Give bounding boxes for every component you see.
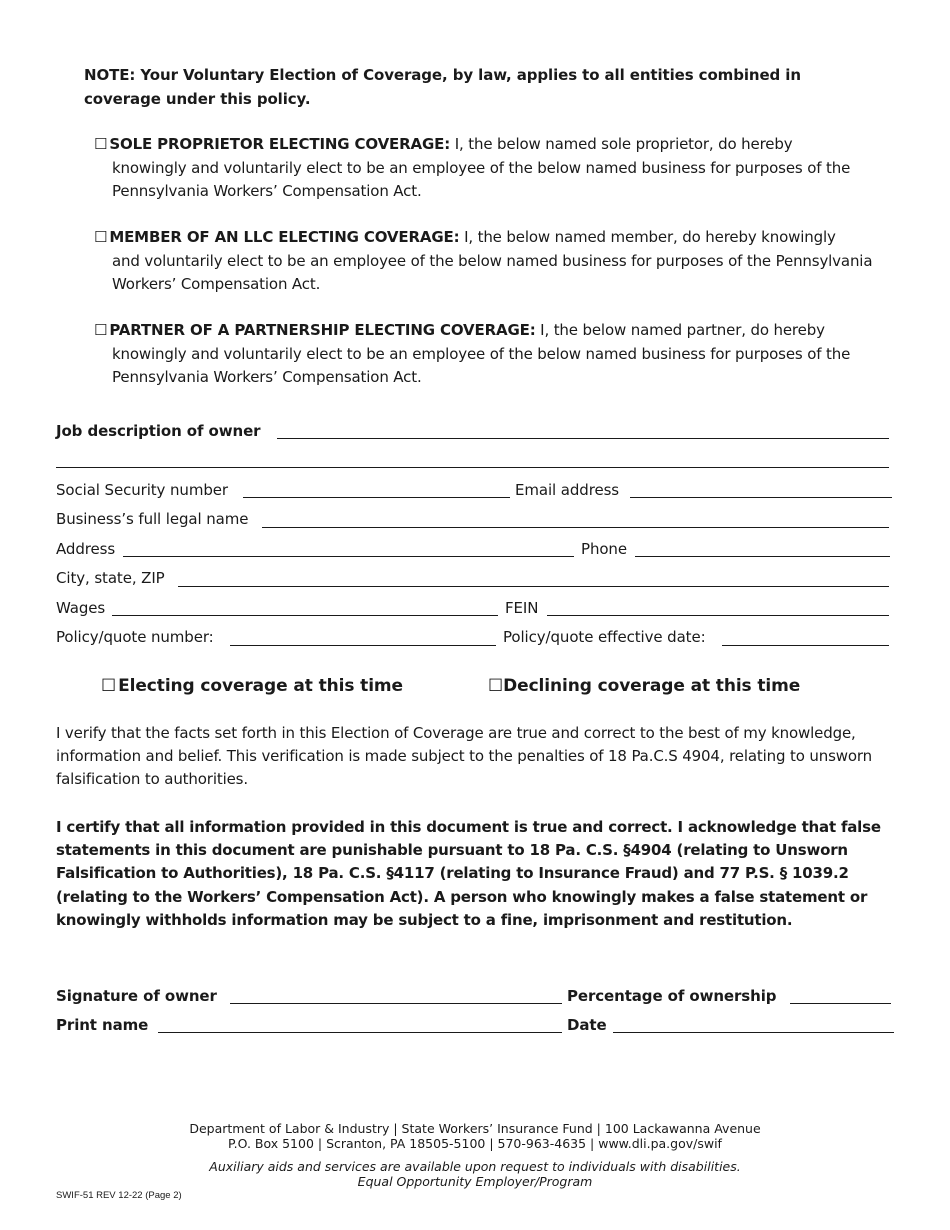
declining-label: Declining coverage at this time: [503, 676, 801, 696]
phone-field[interactable]: [635, 556, 890, 557]
city-state-zip-label: City, state, ZIP: [56, 569, 165, 587]
ssn-field[interactable]: [243, 497, 510, 498]
option-sole-proprietor: [94, 133, 894, 204]
business-name-field[interactable]: [262, 527, 889, 528]
checkbox-sole-proprietor[interactable]: ☐: [94, 135, 108, 153]
job-description-field[interactable]: [277, 438, 889, 439]
policy-date-label: Policy/quote effective date:: [503, 628, 706, 646]
footer-address-2: P.O. Box 5100 | Scranton, PA 18505-5100 | 570-963-4635 | www.dli.pa.gov/swif: [228, 1136, 722, 1151]
job-description-field-line2[interactable]: [56, 467, 889, 468]
coverage-note: NOTE: Your Voluntary Election of Coverage, by law, applies to all entities combined in coverage under this policy.: [84, 66, 801, 108]
checkbox-electing[interactable]: ☐: [101, 676, 117, 696]
email-field[interactable]: [630, 497, 892, 498]
print-name-field[interactable]: [158, 1032, 562, 1033]
form-id: SWIF-51 REV 12-22 (Page 2): [56, 1190, 182, 1201]
print-name-label: Print name: [56, 1016, 149, 1034]
fein-field[interactable]: [547, 615, 889, 616]
wages-field[interactable]: [112, 615, 498, 616]
policy-date-field[interactable]: [722, 645, 889, 646]
date-field[interactable]: [613, 1032, 894, 1033]
option-text: I, the below named partner, do hereby: [535, 321, 825, 339]
checkbox-llc-member[interactable]: ☐: [94, 228, 108, 246]
checkbox-partner[interactable]: ☐: [94, 321, 108, 339]
address-label: Address: [56, 540, 116, 558]
declining-option[interactable]: [488, 676, 800, 696]
address-field[interactable]: [123, 556, 574, 557]
electing-option[interactable]: [101, 676, 403, 696]
ssn-label: Social Security number: [56, 481, 228, 499]
option-title: PARTNER OF A PARTNERSHIP ELECTING COVERAGE:: [109, 321, 536, 339]
date-label: Date: [567, 1016, 607, 1034]
footer-eoe: Equal Opportunity Employer/Program: [357, 1174, 593, 1189]
percentage-field[interactable]: [790, 1003, 891, 1004]
option-text-rest: knowingly and voluntarily elect to be an employee of the below named business for purposes of the Pennsylvania Workers’ Compensation Act.: [112, 158, 851, 200]
footer-accessibility: Auxiliary aids and services are available upon request to individuals with disabilities.: [209, 1159, 741, 1174]
policy-number-label: Policy/quote number:: [56, 628, 214, 646]
option-text-rest: knowingly and voluntarily elect to be an employee of the below named business for purposes of the Pennsylvania Workers’ Compensation Act.: [112, 344, 851, 386]
wages-label: Wages: [56, 599, 106, 617]
policy-number-field[interactable]: [230, 645, 496, 646]
option-text: I, the below named sole proprietor, do hereby: [450, 135, 793, 153]
option-partner: [94, 319, 894, 390]
footer-address-1: Department of Labor & Industry | State Workers’ Insurance Fund | 100 Lackawanna Avenue: [189, 1121, 761, 1136]
business-name-label: Business’s full legal name: [56, 510, 249, 528]
fein-label: FEIN: [505, 599, 539, 617]
option-text: I, the below named member, do hereby knowingly: [459, 228, 836, 246]
signature-field[interactable]: [230, 1003, 562, 1004]
signature-label: Signature of owner: [56, 987, 217, 1005]
city-state-zip-field[interactable]: [178, 586, 889, 587]
email-label: Email address: [515, 481, 620, 499]
option-title: MEMBER OF AN LLC ELECTING COVERAGE:: [109, 228, 460, 246]
percentage-label: Percentage of ownership: [567, 987, 777, 1005]
option-llc-member: [94, 226, 894, 297]
job-description-label: Job description of owner: [56, 422, 261, 440]
verification-paragraph: I verify that the facts set forth in this Election of Coverage are true and correct to the best of my knowledge, information and belief. This verification is made subject to the penalties of 18 Pa.C.S 4904, relating to unsworn falsification to authorities.: [56, 724, 872, 789]
checkbox-declining[interactable]: ☐: [488, 676, 504, 696]
electing-label: Electing coverage at this time: [118, 676, 403, 696]
option-text-rest: and voluntarily elect to be an employee of the below named business for purposes of the Pennsylvania Workers’ Compensation Act.: [112, 251, 873, 293]
option-title: SOLE PROPRIETOR ELECTING COVERAGE:: [109, 135, 451, 153]
phone-label: Phone: [581, 540, 627, 558]
certification-paragraph: I certify that all information provided in this document is true and correct. I acknowledge that false statements in this document are punishable pursuant to 18 Pa. C.S. §4904 (relating to Unsworn Falsification to Authorities), 18 Pa. C.S. §4117 (relating to Insurance Fraud) and 77 P.S. § 1039.2 (relating to the Workers’ Compensation Act). A person who knowingly makes a false statement or knowingly withholds information may be subject to a fine, imprisonment and restitution.: [56, 818, 881, 929]
